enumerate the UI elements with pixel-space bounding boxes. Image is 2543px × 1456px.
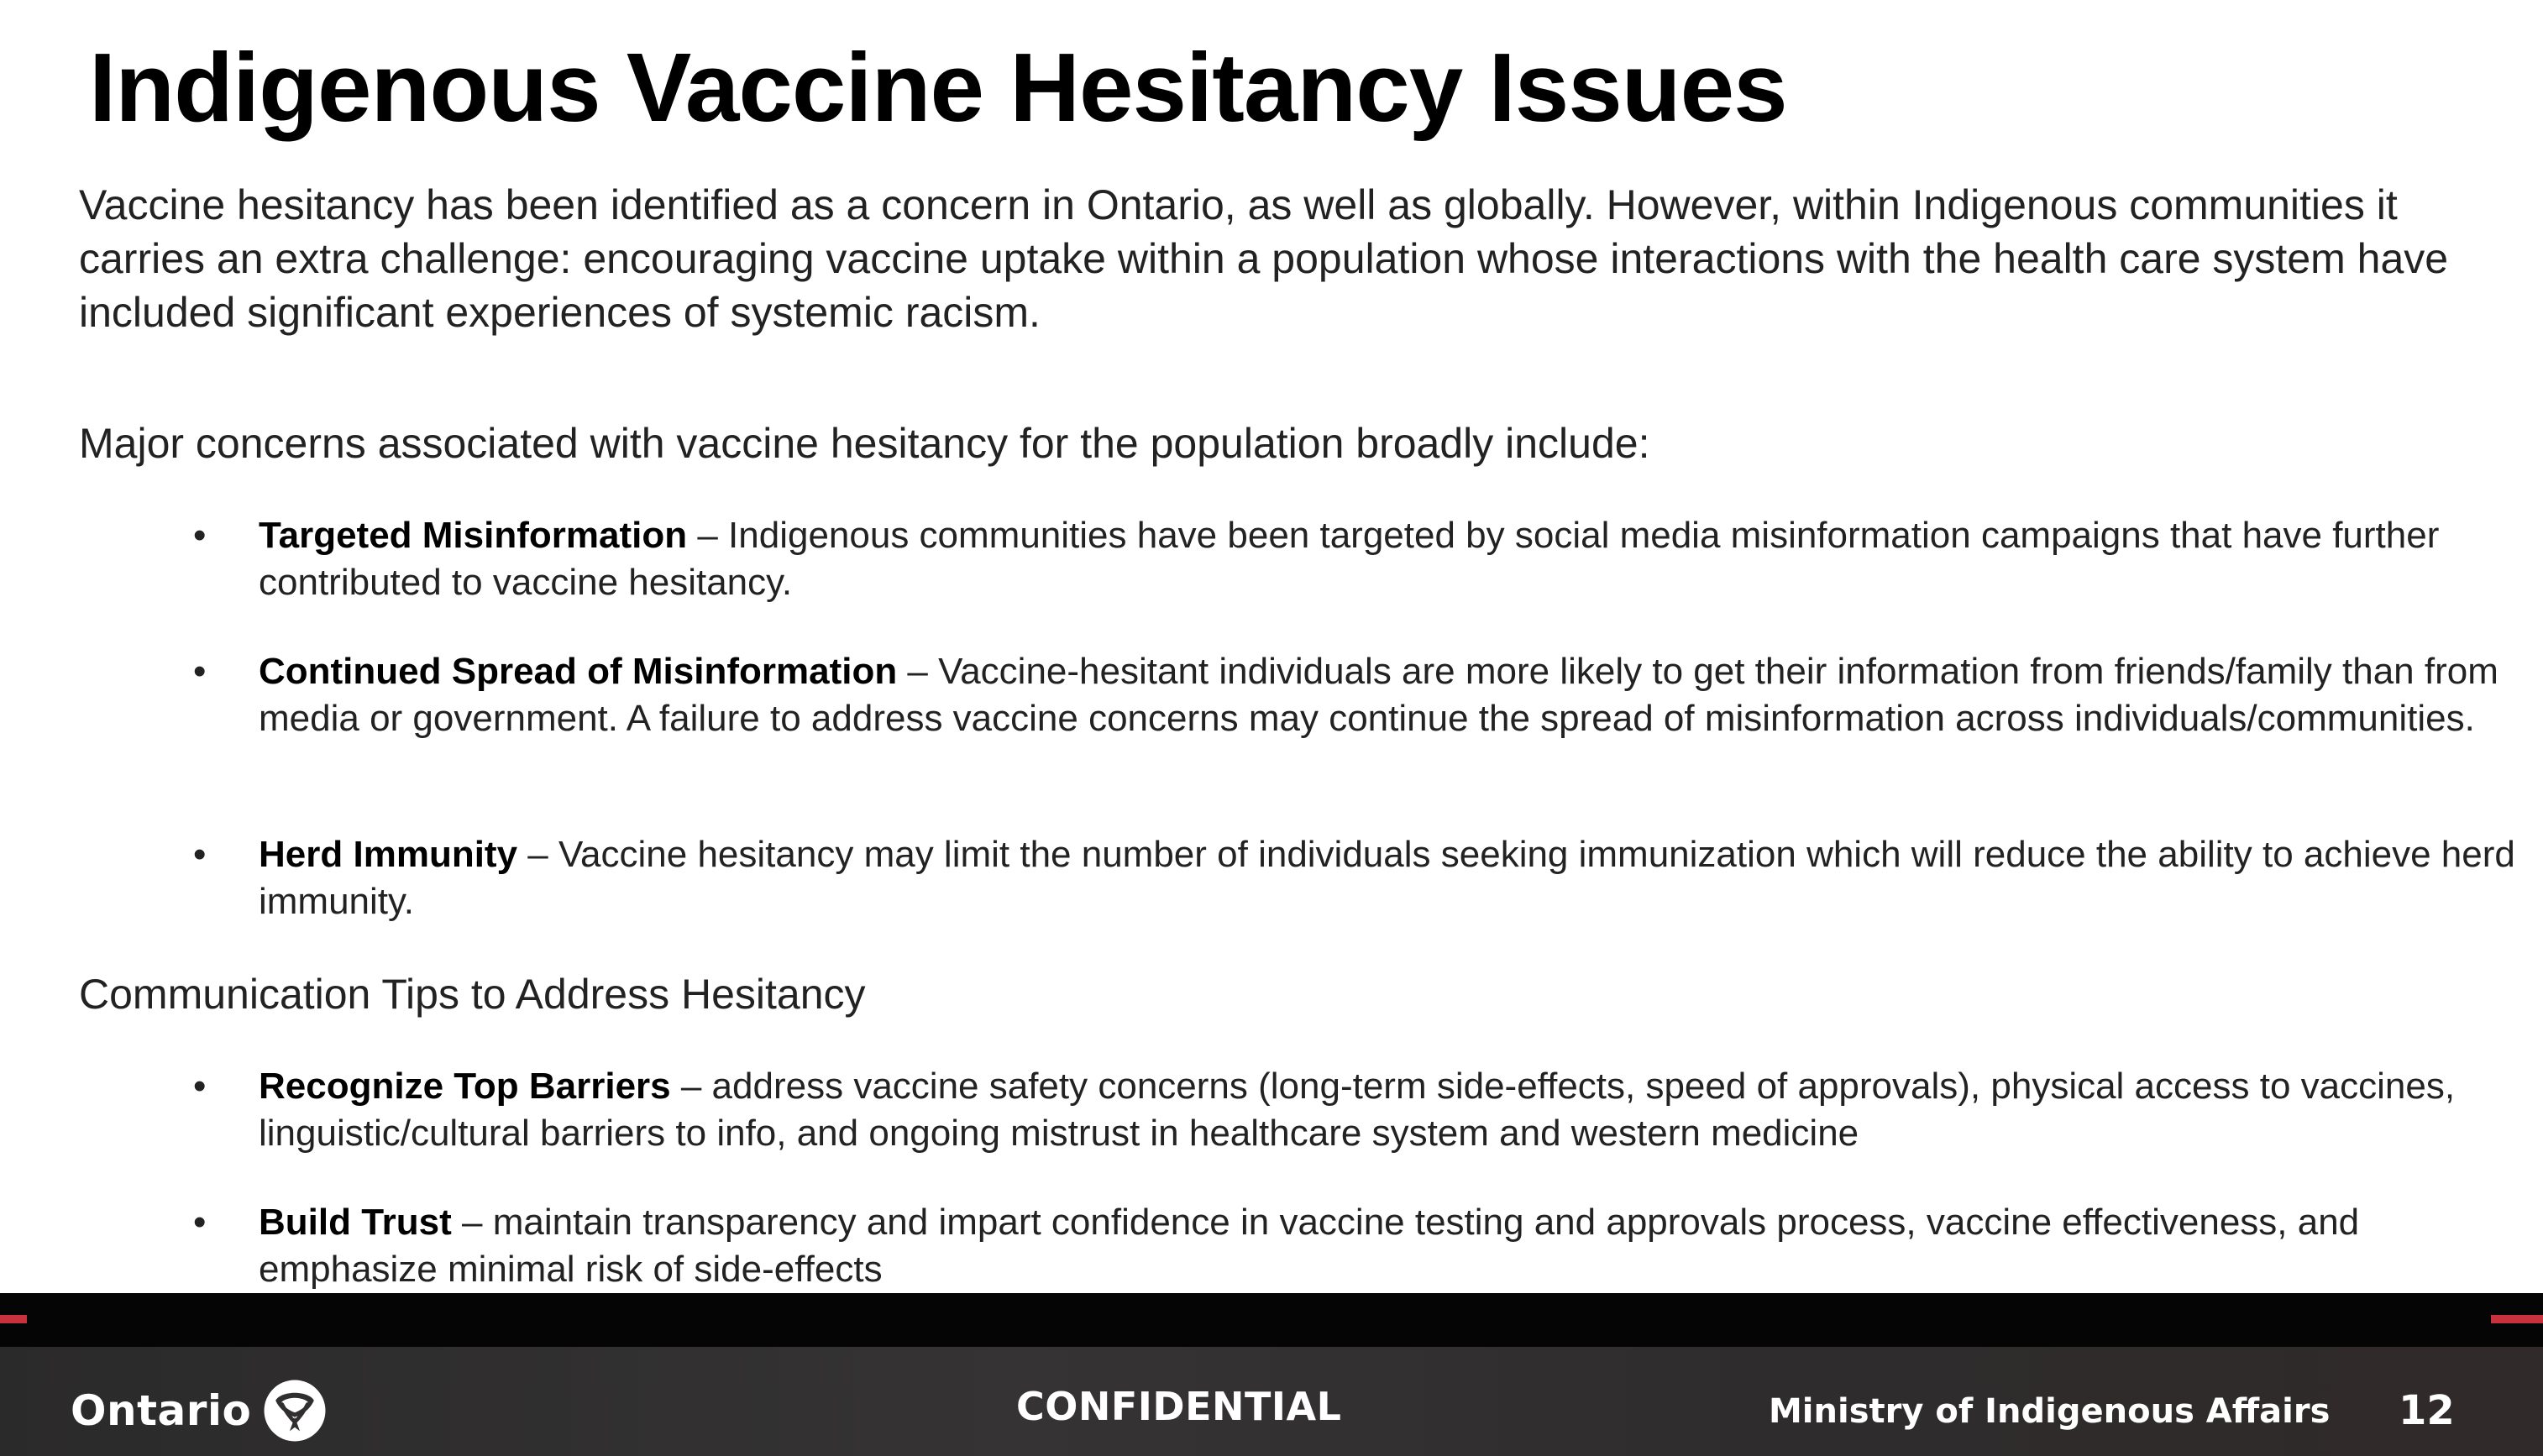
bullet-icon: • [193, 834, 207, 875]
bullet-icon: • [193, 1066, 207, 1107]
concerns-heading: Major concerns associated with vaccine hesitancy for the population broadly include: [79, 420, 1650, 467]
ministry-name: Ministry of Indigenous Affairs [1769, 1392, 2331, 1431]
tips-heading: Communication Tips to Address Hesitancy [79, 971, 866, 1018]
tip-description: – address vaccine safety concerns (long-term side-effects, speed of approvals), physical access to vaccines, linguistic/cultural barriers to info, and ongoing mistrust in healthcare system and western medicine [259, 1066, 2456, 1154]
trillium-icon [263, 1379, 327, 1443]
bullet-icon: • [193, 651, 207, 692]
tip-text [259, 1199, 2518, 1293]
concern-text [259, 512, 2518, 606]
intro-paragraph: Vaccine hesitancy has been identified as a concern in Ontario, as well as globally. However, within Indigenous communities it carries an extra challenge: encouraging vaccine uptake within a population whose interactions with the health care system have included significant experiences of systemic racism. [79, 181, 2449, 336]
bullet-icon: • [193, 515, 207, 556]
ontario-logo [71, 1377, 327, 1444]
concern-description: – Indigenous communities have been targeted by social media misinformation campaigns that have further contributed to vaccine hesitancy. [259, 515, 2440, 603]
concern-text [259, 648, 2518, 742]
concern-description: – Vaccine hesitancy may limit the number of individuals seeking immunization which will reduce the ability to achieve herd immunity. [259, 834, 2515, 922]
slide-title: Indigenous Vaccine Hesitancy Issues [89, 33, 1787, 142]
concern-term: Targeted Misinformation [259, 515, 688, 556]
tip-term: Recognize Top Barriers [259, 1066, 671, 1107]
concern-text [259, 831, 2518, 925]
concern-term: Continued Spread of Misinformation [259, 651, 898, 692]
page-number: 12 [2399, 1387, 2455, 1434]
tip-text [259, 1063, 2518, 1157]
footer-accent-right [2491, 1315, 2543, 1323]
footer-divider-band [0, 1293, 2543, 1347]
ontario-logo-text: Ontario [71, 1386, 252, 1435]
bullet-icon: • [193, 1202, 207, 1243]
tip-description: – maintain transparency and impart confidence in vaccine testing and approvals process, vaccine effectiveness, and emphasize minimal risk of side-effects [259, 1202, 2360, 1290]
tip-term: Build Trust [259, 1202, 452, 1243]
confidential-label: CONFIDENTIAL [1016, 1384, 1342, 1429]
concern-description: – Vaccine-hesitant individuals are more likely to get their information from friends/family than from media or government. A failure to address vaccine concerns may continue the spread of misinformation across individuals/communities. [259, 651, 2498, 739]
footer-accent-left [0, 1315, 27, 1323]
concern-term: Herd Immunity [259, 834, 518, 875]
